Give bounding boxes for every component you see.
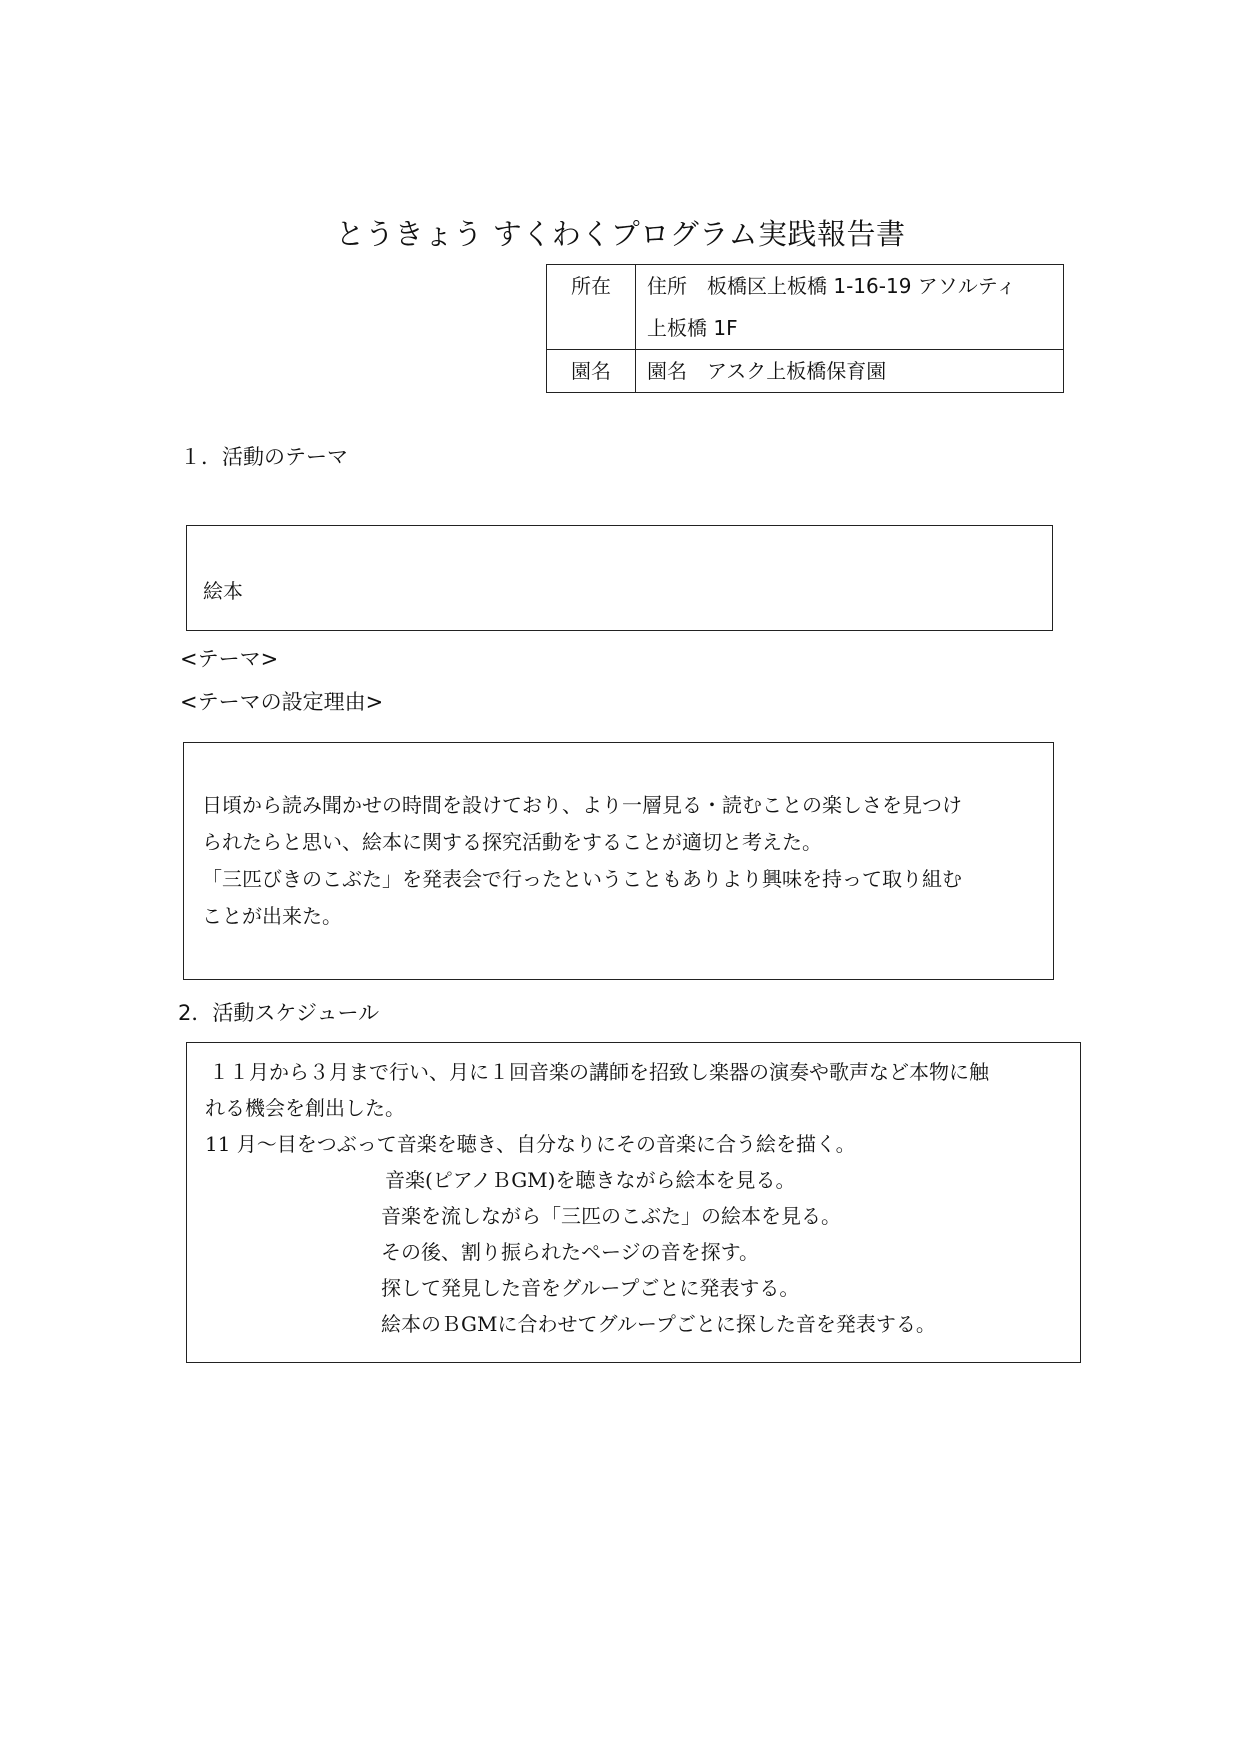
reason-label: <テーマの設定理由> xyxy=(180,690,384,714)
reason-line: ことが出来た。 xyxy=(202,904,342,928)
reason-line: 日頃から読み聞かせの時間を設けており、より一層見る・読むことの楽しさを見つけ xyxy=(202,793,962,817)
schedule-line: １１月から３月まで行い、月に１回音楽の講師を招致し楽器の演奏や歌声など本物に触 xyxy=(209,1060,989,1084)
location-value-line1: 住所 板橋区上板橋 1-16-19 アソルティ xyxy=(647,274,1017,298)
schedule-line: その後、割り振られたページの音を探す。 xyxy=(381,1240,759,1264)
schedule-line: 絵本のＢGMに合わせてグループごとに探した音を発表する。 xyxy=(381,1312,936,1336)
location-value xyxy=(636,265,1064,350)
info-table xyxy=(546,264,1064,393)
schedule-line: 音楽を流しながら「三匹のこぶた」の絵本を見る。 xyxy=(381,1204,841,1228)
name-value: 園名 アスク上板橋保育園 xyxy=(636,350,1064,393)
schedule-line: 11 月～目をつぶって音楽を聴き、自分なりにその音楽に合う絵を描く。 xyxy=(205,1132,856,1156)
theme-box-text: 絵本 xyxy=(203,579,243,603)
name-row xyxy=(547,350,1064,393)
schedule-line: 音楽(ピアノＢGM)を聴きながら絵本を見る。 xyxy=(385,1168,796,1192)
location-label: 所在 xyxy=(547,265,636,350)
page-title: とうきょう すくわくプログラム実践報告書 xyxy=(335,217,906,251)
schedule-box xyxy=(186,1042,1081,1363)
location-row xyxy=(547,265,1064,350)
name-label: 園名 xyxy=(547,350,636,393)
reason-line: られたらと思い、絵本に関する探究活動をすることが適切と考えた。 xyxy=(202,830,822,854)
schedule-line: れる機会を創出した。 xyxy=(205,1096,405,1120)
section2-heading: 2．活動スケジュール xyxy=(178,1001,380,1025)
reason-box xyxy=(183,742,1054,980)
location-value-line2: 上板橋 1F xyxy=(647,316,738,340)
reason-line: 「三匹びきのこぶた」を発表会で行ったということもありより興味を持って取り組む xyxy=(202,867,962,891)
theme-box xyxy=(186,525,1053,631)
theme-label: <テーマ> xyxy=(180,647,279,671)
schedule-line: 探して発見した音をグループごとに発表する。 xyxy=(381,1276,800,1300)
section1-heading: １．活動のテーマ xyxy=(180,445,348,469)
